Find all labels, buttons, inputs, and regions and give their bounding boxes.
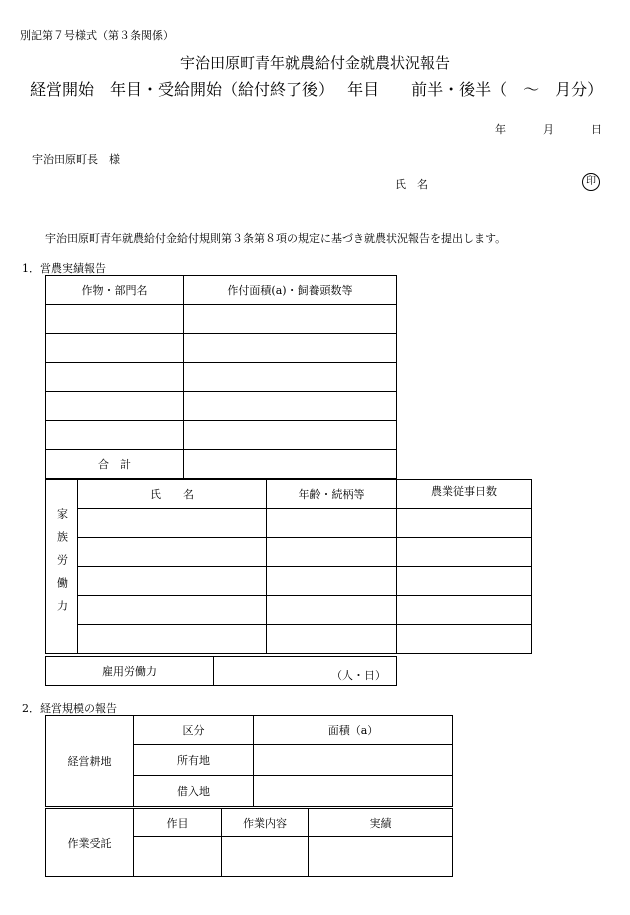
crop-name-cell[interactable]	[46, 392, 184, 421]
contract-result-cell[interactable]	[309, 837, 453, 877]
table-row	[46, 538, 532, 567]
family-age-cell[interactable]	[267, 509, 397, 538]
contract-crop-cell[interactable]	[134, 837, 222, 877]
crop-name-cell[interactable]	[46, 363, 184, 392]
hired-labor-value[interactable]	[214, 657, 397, 686]
family-age-cell[interactable]	[267, 596, 397, 625]
crop-header-area: 作付面積(a)・飼養頭数等	[184, 276, 397, 305]
table-row	[46, 625, 532, 654]
hired-labor-table	[45, 656, 397, 686]
intro-text: 宇治田原町青年就農給付金給付規則第３条第８項の規定に基づき就農状況報告を提出します。	[45, 232, 507, 245]
table-row	[46, 596, 532, 625]
crop-area-cell[interactable]	[184, 421, 397, 450]
contract-work-table	[45, 808, 453, 877]
date-day-label: 日	[591, 123, 602, 136]
family-days-cell[interactable]	[397, 567, 532, 596]
applicant-name-label: 氏 名	[395, 178, 428, 191]
contract-work-label: 作業受託	[46, 809, 134, 877]
farmland-owned-label: 所有地	[134, 745, 254, 776]
report-title: 宇治田原町青年就農給付金就農状況報告	[179, 54, 450, 72]
family-days-cell[interactable]	[397, 538, 532, 567]
crop-table	[45, 275, 397, 479]
form-number: 別記第７号様式（第３条関係）	[20, 29, 174, 42]
farmland-header-row	[46, 716, 453, 745]
contract-content-cell[interactable]	[222, 837, 309, 877]
family-name-cell[interactable]	[78, 567, 267, 596]
farmland-header-area: 面積（a）	[254, 716, 453, 745]
crop-name-cell[interactable]	[46, 421, 184, 450]
section1-heading: 1．営農実績報告	[22, 262, 106, 275]
contract-header-crop: 作目	[134, 809, 222, 837]
family-header-name: 氏 名	[78, 480, 267, 509]
addressee: 宇治田原町長 様	[32, 153, 120, 166]
farmland-label: 経営耕地	[46, 716, 134, 807]
crop-area-cell[interactable]	[184, 392, 397, 421]
crop-table-header-row	[46, 276, 397, 305]
table-row	[46, 567, 532, 596]
family-name-cell[interactable]	[78, 538, 267, 567]
hired-labor-row	[46, 657, 397, 686]
crop-area-cell[interactable]	[184, 334, 397, 363]
table-row	[46, 334, 397, 363]
contract-work-header-row	[46, 809, 453, 837]
family-name-cell[interactable]	[78, 625, 267, 654]
family-age-cell[interactable]	[267, 625, 397, 654]
family-days-cell[interactable]	[397, 625, 532, 654]
family-name-cell[interactable]	[78, 509, 267, 538]
report-subtitle: 経営開始 年目・受給開始（給付終了後） 年目 前半・後半（ ～ 月分）	[30, 80, 604, 99]
contract-header-result: 実績	[309, 809, 453, 837]
contract-header-content: 作業内容	[222, 809, 309, 837]
crop-area-cell[interactable]	[184, 305, 397, 334]
section2-heading: 2．経営規模の報告	[22, 702, 117, 715]
family-labor-table	[45, 479, 532, 654]
date-month-label: 月	[543, 123, 554, 136]
seal-mark: 印	[582, 173, 600, 191]
family-header-days: 農業従事日数	[397, 480, 532, 509]
farmland-owned-area[interactable]	[254, 745, 453, 776]
hired-labor-label: 雇用労働力	[46, 657, 214, 686]
family-labor-header-row	[46, 480, 532, 509]
hired-labor-unit: （人・日）	[331, 669, 386, 682]
table-row	[46, 363, 397, 392]
family-days-cell[interactable]	[397, 509, 532, 538]
crop-header-name: 作物・部門名	[46, 276, 184, 305]
table-row	[46, 305, 397, 334]
family-age-cell[interactable]	[267, 567, 397, 596]
table-row	[46, 392, 397, 421]
family-name-cell[interactable]	[78, 596, 267, 625]
crop-name-cell[interactable]	[46, 334, 184, 363]
crop-name-cell[interactable]	[46, 305, 184, 334]
farmland-table	[45, 715, 453, 807]
family-labor-side-label: 家族労働力	[46, 480, 78, 654]
family-age-cell[interactable]	[267, 538, 397, 567]
date-year-label: 年	[495, 123, 506, 136]
family-header-age: 年齢・続柄等	[267, 480, 397, 509]
crop-total-label: 合 計	[46, 450, 184, 479]
farmland-header-category: 区分	[134, 716, 254, 745]
table-row	[46, 509, 532, 538]
crop-total-row	[46, 450, 397, 479]
crop-total-value[interactable]	[184, 450, 397, 479]
table-row	[46, 421, 397, 450]
crop-area-cell[interactable]	[184, 363, 397, 392]
farmland-leased-label: 借入地	[134, 776, 254, 807]
farmland-leased-area[interactable]	[254, 776, 453, 807]
family-days-cell[interactable]	[397, 596, 532, 625]
